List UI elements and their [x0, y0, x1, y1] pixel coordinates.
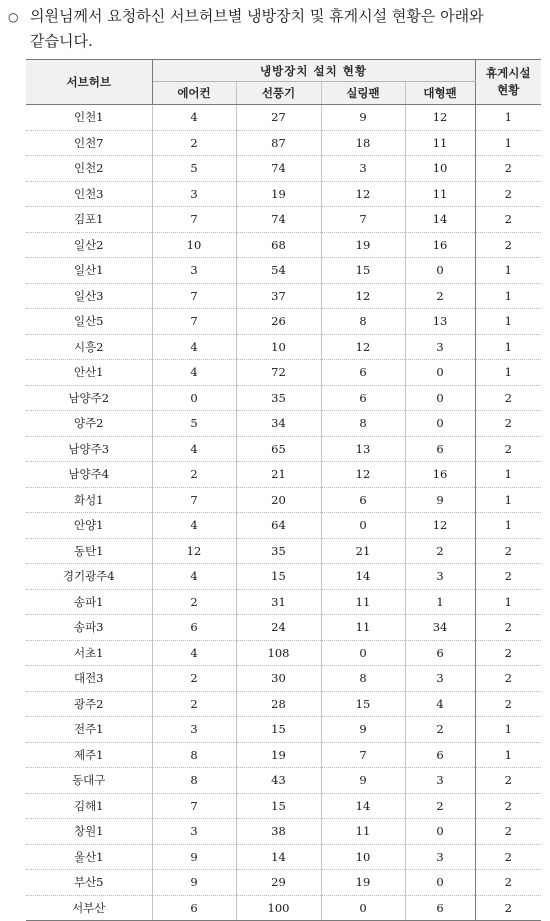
cell-aircon: 8 — [152, 742, 236, 768]
table-row — [26, 640, 541, 666]
rest-header-line-1: 휴게시설 — [486, 66, 531, 80]
table-row — [26, 385, 541, 411]
cell-rest-facility: 2 — [475, 870, 541, 896]
table-row — [26, 870, 541, 896]
table-row — [26, 309, 541, 335]
rest-header-line-2: 현황 — [497, 83, 520, 97]
cell-ceiling-fan: 6 — [321, 360, 405, 386]
cell-aircon: 4 — [152, 105, 236, 131]
cell-aircon: 4 — [152, 436, 236, 462]
table-row — [26, 462, 541, 488]
cell-aircon: 12 — [152, 538, 236, 564]
cell-rest-facility: 2 — [475, 666, 541, 692]
table-row — [26, 819, 541, 845]
cell-ceiling-fan: 19 — [321, 870, 405, 896]
cell-large-fan: 0 — [405, 411, 475, 437]
cell-rest-facility: 2 — [475, 436, 541, 462]
cell-ceiling-fan: 15 — [321, 691, 405, 717]
cell-hub: 동탄1 — [26, 538, 152, 564]
cell-ceiling-fan: 9 — [321, 105, 405, 131]
cell-fan: 64 — [236, 513, 321, 539]
cell-aircon: 3 — [152, 819, 236, 845]
cell-fan: 37 — [236, 283, 321, 309]
cell-rest-facility: 2 — [475, 640, 541, 666]
cell-ceiling-fan: 9 — [321, 717, 405, 743]
cell-rest-facility: 1 — [475, 487, 541, 513]
table-row — [26, 258, 541, 284]
cell-fan: 24 — [236, 615, 321, 641]
column-header-hub: 서브허브 — [26, 60, 152, 105]
cell-hub: 전주1 — [26, 717, 152, 743]
cell-fan: 21 — [236, 462, 321, 488]
cell-fan: 26 — [236, 309, 321, 335]
cell-hub: 시흥2 — [26, 334, 152, 360]
cell-aircon: 7 — [152, 309, 236, 335]
cell-ceiling-fan: 6 — [321, 487, 405, 513]
cell-large-fan: 3 — [405, 334, 475, 360]
cell-ceiling-fan: 14 — [321, 793, 405, 819]
cell-rest-facility: 1 — [475, 513, 541, 539]
cell-rest-facility: 2 — [475, 793, 541, 819]
cell-hub: 인천1 — [26, 105, 152, 131]
table-row — [26, 742, 541, 768]
cell-aircon: 7 — [152, 793, 236, 819]
cell-aircon: 9 — [152, 844, 236, 870]
table-row — [26, 615, 541, 641]
cell-fan: 74 — [236, 156, 321, 182]
table-row — [26, 232, 541, 258]
cell-large-fan: 1 — [405, 589, 475, 615]
cell-fan: 14 — [236, 844, 321, 870]
table-header-row-top — [26, 60, 541, 82]
cell-ceiling-fan: 19 — [321, 232, 405, 258]
cell-fan: 15 — [236, 564, 321, 590]
cell-hub: 남양주2 — [26, 385, 152, 411]
cell-hub: 화성1 — [26, 487, 152, 513]
cell-rest-facility: 2 — [475, 385, 541, 411]
table-row — [26, 207, 541, 233]
cell-fan: 30 — [236, 666, 321, 692]
cell-fan: 10 — [236, 334, 321, 360]
cell-hub: 남양주4 — [26, 462, 152, 488]
cell-aircon: 7 — [152, 487, 236, 513]
table-row — [26, 181, 541, 207]
cell-ceiling-fan: 3 — [321, 156, 405, 182]
cell-ceiling-fan: 0 — [321, 513, 405, 539]
cell-aircon: 4 — [152, 564, 236, 590]
table-body — [26, 105, 541, 921]
cell-rest-facility: 2 — [475, 156, 541, 182]
table-row — [26, 436, 541, 462]
cell-aircon: 10 — [152, 232, 236, 258]
cell-aircon: 0 — [152, 385, 236, 411]
column-header-aircon: 에어컨 — [152, 82, 236, 105]
cell-rest-facility: 1 — [475, 462, 541, 488]
table-row — [26, 156, 541, 182]
cell-fan: 74 — [236, 207, 321, 233]
column-header-fan: 선풍기 — [236, 82, 321, 105]
cell-aircon: 4 — [152, 513, 236, 539]
cell-ceiling-fan: 11 — [321, 819, 405, 845]
cell-large-fan: 10 — [405, 156, 475, 182]
intro-text-line-1: 의원님께서 요청하신 서브허브별 냉방장치 및 휴게시설 현황은 아래와 — [30, 7, 484, 25]
cell-ceiling-fan: 7 — [321, 207, 405, 233]
cell-rest-facility: 1 — [475, 360, 541, 386]
cell-large-fan: 16 — [405, 462, 475, 488]
cell-rest-facility: 1 — [475, 589, 541, 615]
cell-aircon: 4 — [152, 640, 236, 666]
cell-large-fan: 11 — [405, 130, 475, 156]
cell-hub: 제주1 — [26, 742, 152, 768]
cell-ceiling-fan: 15 — [321, 258, 405, 284]
cell-fan: 28 — [236, 691, 321, 717]
cell-aircon: 6 — [152, 615, 236, 641]
cell-ceiling-fan: 12 — [321, 462, 405, 488]
cell-hub: 동대구 — [26, 768, 152, 794]
cell-rest-facility: 1 — [475, 105, 541, 131]
cell-large-fan: 6 — [405, 436, 475, 462]
intro-paragraph — [8, 4, 546, 53]
cell-rest-facility: 1 — [475, 283, 541, 309]
cell-ceiling-fan: 11 — [321, 615, 405, 641]
table-row — [26, 768, 541, 794]
cell-rest-facility: 2 — [475, 538, 541, 564]
cell-aircon: 6 — [152, 895, 236, 921]
cell-large-fan: 11 — [405, 181, 475, 207]
cell-ceiling-fan: 10 — [321, 844, 405, 870]
cell-rest-facility: 2 — [475, 232, 541, 258]
cell-large-fan: 0 — [405, 360, 475, 386]
intro-line-1 — [8, 4, 546, 29]
cell-hub: 서부산 — [26, 895, 152, 921]
cell-large-fan: 2 — [405, 793, 475, 819]
cell-aircon: 5 — [152, 156, 236, 182]
cell-large-fan: 12 — [405, 513, 475, 539]
cell-large-fan: 3 — [405, 564, 475, 590]
table-row — [26, 895, 541, 921]
cell-large-fan: 0 — [405, 258, 475, 284]
cell-large-fan: 0 — [405, 870, 475, 896]
cell-fan: 72 — [236, 360, 321, 386]
cell-hub: 일산1 — [26, 258, 152, 284]
cell-rest-facility: 2 — [475, 895, 541, 921]
cooling-status-table — [26, 59, 541, 921]
cell-ceiling-fan: 21 — [321, 538, 405, 564]
cell-ceiling-fan: 9 — [321, 768, 405, 794]
cell-hub: 광주2 — [26, 691, 152, 717]
table-row — [26, 487, 541, 513]
cell-large-fan: 3 — [405, 666, 475, 692]
cell-rest-facility: 1 — [475, 742, 541, 768]
cell-hub: 대전3 — [26, 666, 152, 692]
cell-hub: 울산1 — [26, 844, 152, 870]
cell-fan: 20 — [236, 487, 321, 513]
cell-aircon: 4 — [152, 360, 236, 386]
cell-aircon: 3 — [152, 717, 236, 743]
table-row — [26, 513, 541, 539]
cell-fan: 19 — [236, 742, 321, 768]
cell-large-fan: 34 — [405, 615, 475, 641]
column-header-ceiling-fan: 실링팬 — [321, 82, 405, 105]
cell-hub: 일산2 — [26, 232, 152, 258]
table-row — [26, 538, 541, 564]
cell-hub: 창원1 — [26, 819, 152, 845]
cell-large-fan: 3 — [405, 768, 475, 794]
cell-aircon: 4 — [152, 334, 236, 360]
cell-rest-facility: 2 — [475, 844, 541, 870]
cell-rest-facility: 2 — [475, 411, 541, 437]
cell-hub: 인천2 — [26, 156, 152, 182]
table-row — [26, 666, 541, 692]
cell-large-fan: 2 — [405, 283, 475, 309]
cell-ceiling-fan: 0 — [321, 895, 405, 921]
cell-fan: 35 — [236, 385, 321, 411]
cell-ceiling-fan: 8 — [321, 309, 405, 335]
cell-large-fan: 6 — [405, 742, 475, 768]
cell-fan: 15 — [236, 717, 321, 743]
table-row — [26, 130, 541, 156]
cell-ceiling-fan: 12 — [321, 334, 405, 360]
table-row — [26, 717, 541, 743]
intro-text-line-2: 같습니다. — [30, 32, 93, 50]
cell-aircon: 2 — [152, 666, 236, 692]
cell-hub: 송파3 — [26, 615, 152, 641]
cell-ceiling-fan: 8 — [321, 666, 405, 692]
cell-aircon: 7 — [152, 283, 236, 309]
cell-hub: 김포1 — [26, 207, 152, 233]
cell-large-fan: 4 — [405, 691, 475, 717]
cell-fan: 108 — [236, 640, 321, 666]
bullet-icon: ○ — [8, 10, 19, 24]
cell-hub: 안양1 — [26, 513, 152, 539]
cell-large-fan: 2 — [405, 717, 475, 743]
column-header-rest-facility — [475, 60, 541, 105]
cell-ceiling-fan: 7 — [321, 742, 405, 768]
cell-rest-facility: 1 — [475, 130, 541, 156]
cell-aircon: 2 — [152, 589, 236, 615]
cell-large-fan: 13 — [405, 309, 475, 335]
cell-large-fan: 6 — [405, 895, 475, 921]
cell-ceiling-fan: 12 — [321, 283, 405, 309]
table-row — [26, 691, 541, 717]
cell-rest-facility: 2 — [475, 207, 541, 233]
cell-rest-facility: 1 — [475, 309, 541, 335]
cell-large-fan: 16 — [405, 232, 475, 258]
cell-fan: 100 — [236, 895, 321, 921]
cell-ceiling-fan: 11 — [321, 589, 405, 615]
table-row — [26, 105, 541, 131]
table-row — [26, 283, 541, 309]
cell-fan: 35 — [236, 538, 321, 564]
cell-fan: 15 — [236, 793, 321, 819]
cell-large-fan: 0 — [405, 819, 475, 845]
cell-aircon: 9 — [152, 870, 236, 896]
cell-ceiling-fan: 13 — [321, 436, 405, 462]
cell-hub: 부산5 — [26, 870, 152, 896]
cell-rest-facility: 2 — [475, 615, 541, 641]
table-row — [26, 564, 541, 590]
table-row — [26, 589, 541, 615]
cell-ceiling-fan: 14 — [321, 564, 405, 590]
cell-aircon: 3 — [152, 258, 236, 284]
cell-ceiling-fan: 0 — [321, 640, 405, 666]
cell-fan: 31 — [236, 589, 321, 615]
cell-rest-facility: 1 — [475, 717, 541, 743]
table-row — [26, 360, 541, 386]
cell-fan: 34 — [236, 411, 321, 437]
cell-hub: 일산3 — [26, 283, 152, 309]
cell-hub: 서초1 — [26, 640, 152, 666]
cell-hub: 일산5 — [26, 309, 152, 335]
cell-rest-facility: 1 — [475, 334, 541, 360]
column-group-header-cooling: 냉방장치 설치 현황 — [152, 60, 475, 82]
table-row — [26, 411, 541, 437]
cell-rest-facility: 2 — [475, 564, 541, 590]
cell-aircon: 8 — [152, 768, 236, 794]
cell-ceiling-fan: 12 — [321, 181, 405, 207]
cell-rest-facility: 2 — [475, 181, 541, 207]
cell-aircon: 5 — [152, 411, 236, 437]
table-row — [26, 334, 541, 360]
cell-hub: 인천7 — [26, 130, 152, 156]
cell-large-fan: 2 — [405, 538, 475, 564]
cell-fan: 87 — [236, 130, 321, 156]
cell-aircon: 2 — [152, 462, 236, 488]
cell-hub: 양주2 — [26, 411, 152, 437]
cell-hub: 김해1 — [26, 793, 152, 819]
cell-large-fan: 3 — [405, 844, 475, 870]
cell-fan: 27 — [236, 105, 321, 131]
cell-aircon: 3 — [152, 181, 236, 207]
cell-rest-facility: 2 — [475, 768, 541, 794]
cell-fan: 65 — [236, 436, 321, 462]
cell-hub: 경기광주4 — [26, 564, 152, 590]
cell-rest-facility: 2 — [475, 819, 541, 845]
cell-fan: 38 — [236, 819, 321, 845]
cell-fan: 43 — [236, 768, 321, 794]
cell-rest-facility: 1 — [475, 258, 541, 284]
cell-fan: 19 — [236, 181, 321, 207]
cell-fan: 68 — [236, 232, 321, 258]
table-row — [26, 793, 541, 819]
cell-ceiling-fan: 6 — [321, 385, 405, 411]
cell-hub: 송파1 — [26, 589, 152, 615]
cell-large-fan: 9 — [405, 487, 475, 513]
column-header-large-fan: 대형팬 — [405, 82, 475, 105]
cell-ceiling-fan: 18 — [321, 130, 405, 156]
cell-large-fan: 0 — [405, 385, 475, 411]
cell-aircon: 2 — [152, 691, 236, 717]
cell-fan: 29 — [236, 870, 321, 896]
cell-large-fan: 6 — [405, 640, 475, 666]
cell-hub: 인천3 — [26, 181, 152, 207]
cell-aircon: 2 — [152, 130, 236, 156]
cell-ceiling-fan: 8 — [321, 411, 405, 437]
cell-large-fan: 14 — [405, 207, 475, 233]
cell-large-fan: 12 — [405, 105, 475, 131]
cell-rest-facility: 2 — [475, 691, 541, 717]
cell-aircon: 7 — [152, 207, 236, 233]
cell-hub: 안산1 — [26, 360, 152, 386]
table-row — [26, 844, 541, 870]
cell-hub: 남양주3 — [26, 436, 152, 462]
cell-fan: 54 — [236, 258, 321, 284]
